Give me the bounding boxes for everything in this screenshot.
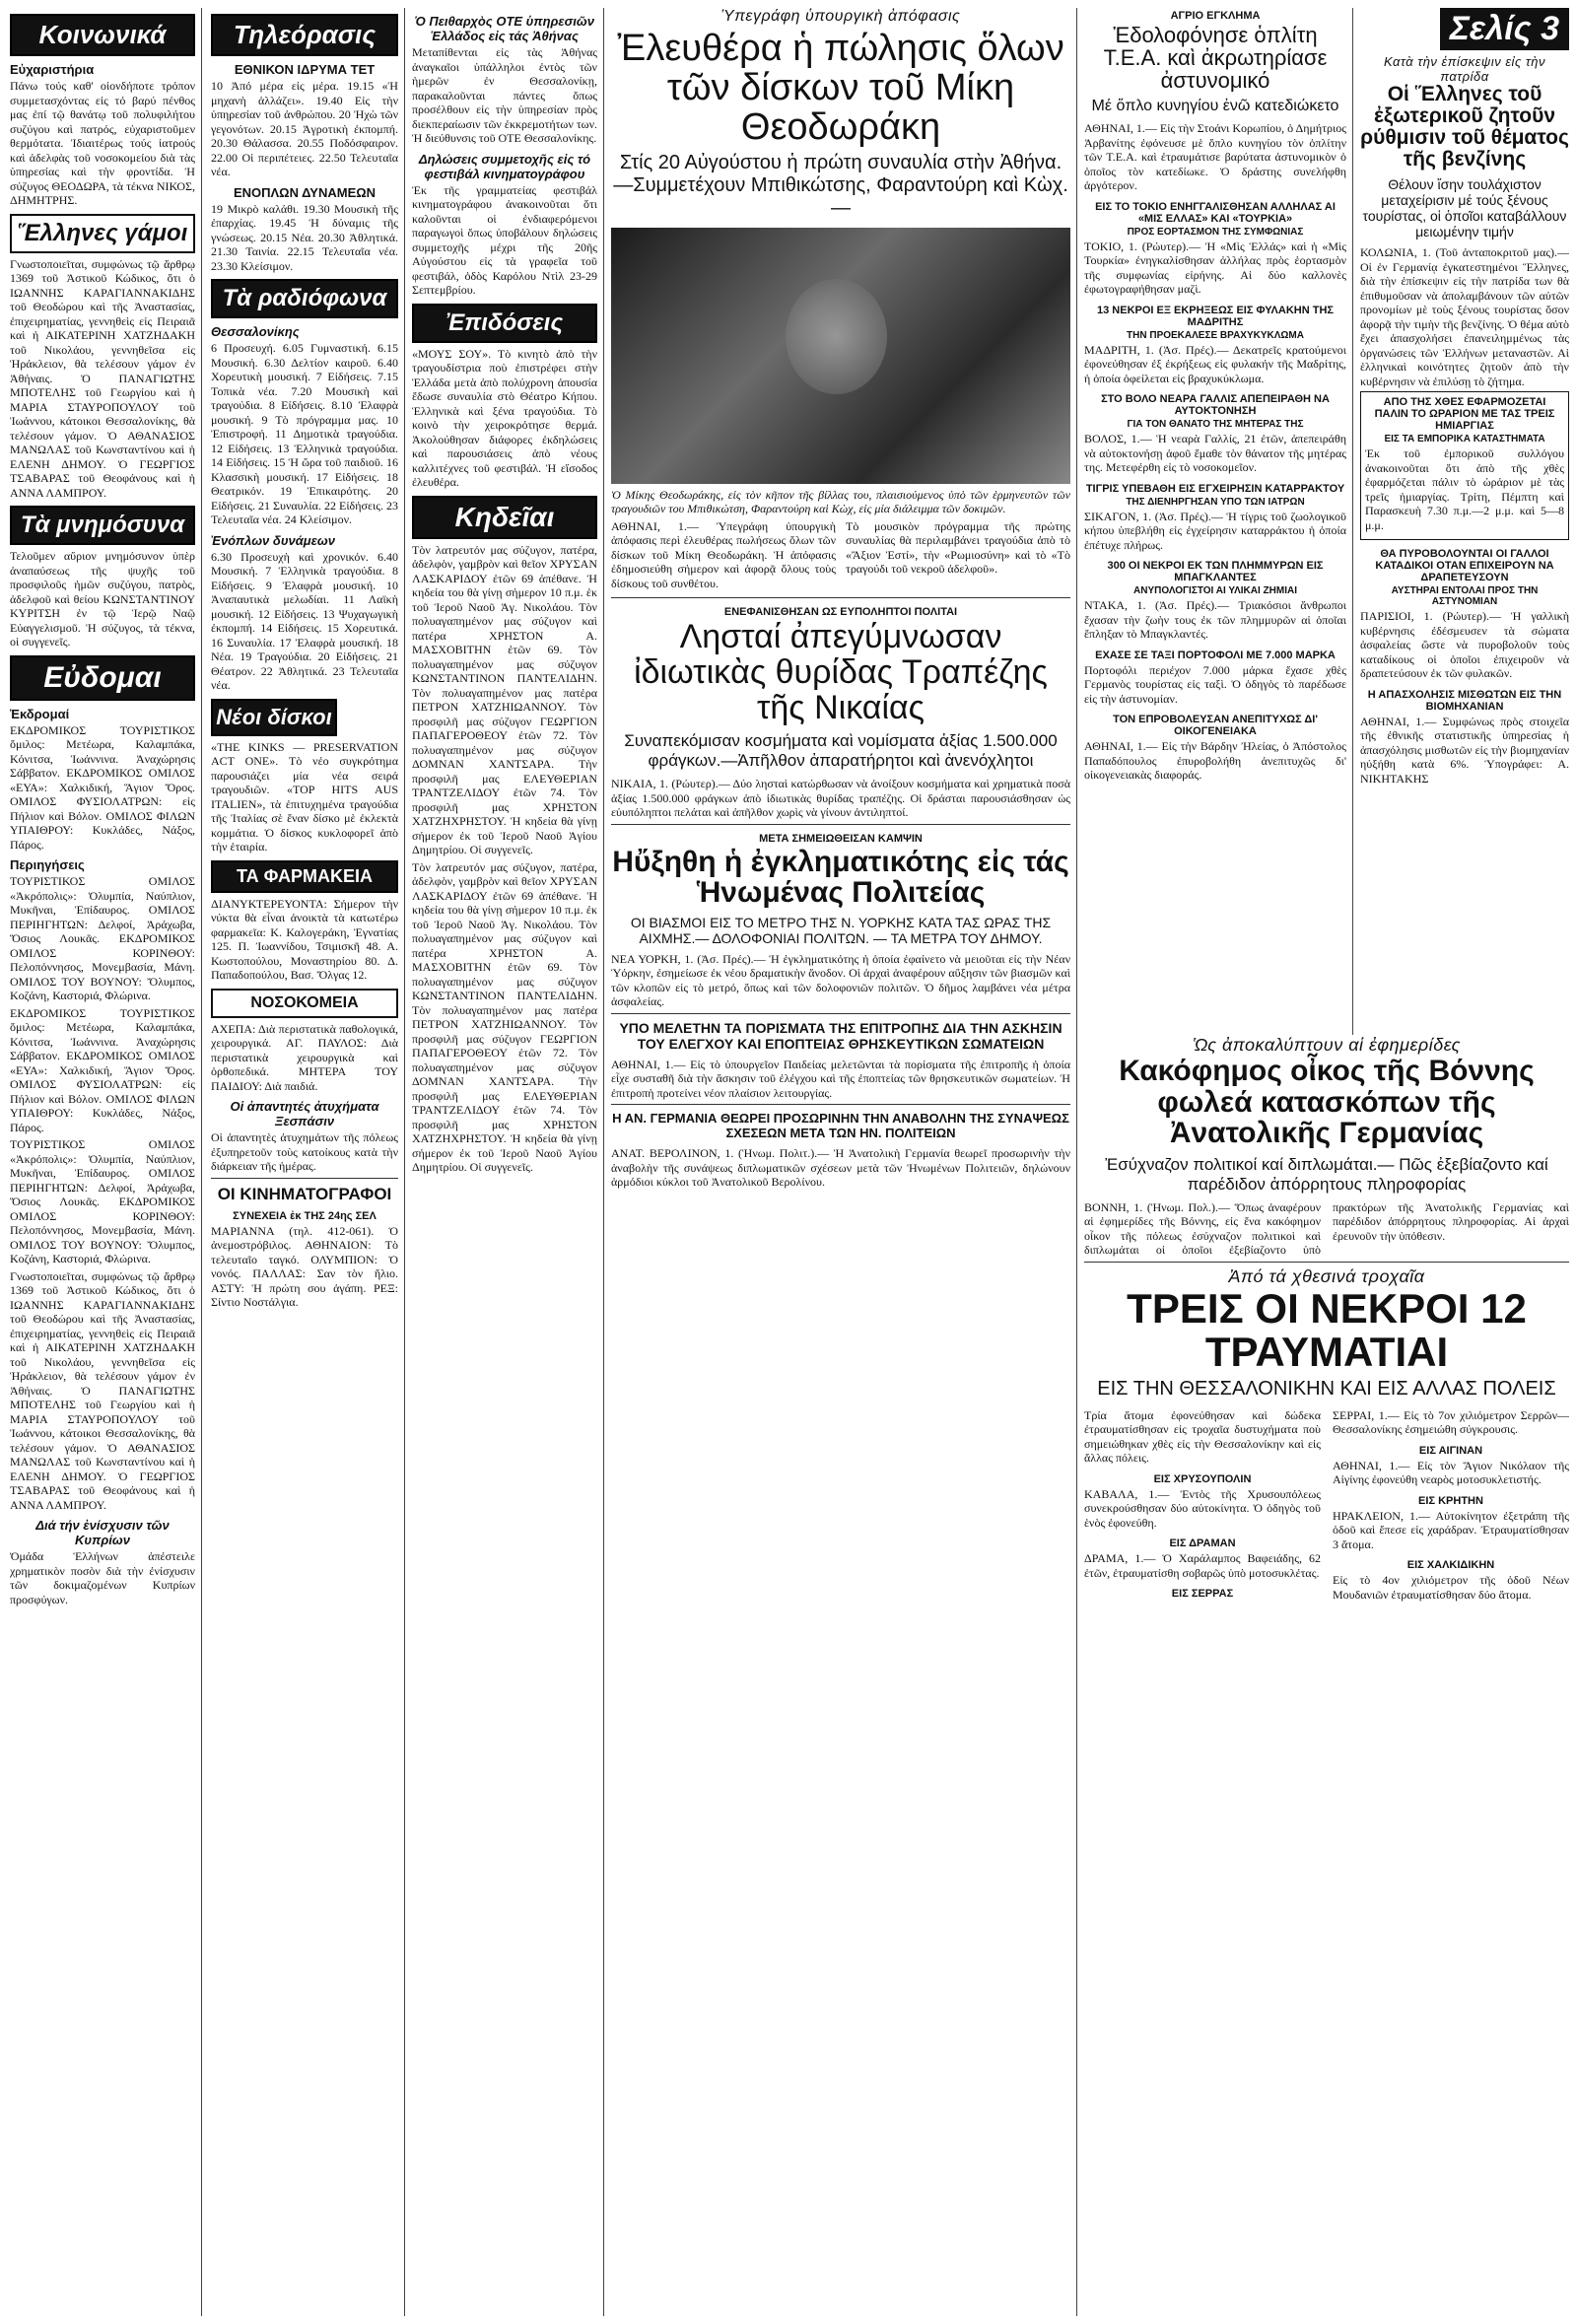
theodorakis-story-a: ΑΘΗΝΑΙ, 1.— Ὑπεγράφη ὑπουργικὴ ἀπόφασις περὶ ἐλευθέρας πωλήσεως ὅλων τῶν δίσκων τοῦ Μίκη Θεοδωράκη. Ἡ ἀπόφασις ἐδημοσιεύθη σήμερον καὶ ἀφορᾷ ὅλους τοὺς δίσκους τοῦ συνθέτου. [611, 518, 836, 590]
floods-headline: 300 ΟΙ ΝΕΚΡΟΙ ΕΚ ΤΩΝ ΠΛΗΜΜΥΡΩΝ ΕΙΣ ΜΠΑΓΚΛΑΝΤΕΣ [1107, 560, 1324, 584]
murder-text: ΑΘΗΝΑΙ, 1.— Εἰς τὴν Στοάνι Κορωπίου, ὁ Δημήτριος Ἀρβανίτης ἐφόνευσε μὲ ὅπλο κυνηγίου τὸν ὁπλίτην τῶν Τ.Ε.Α. καὶ ἐτραυμάτισε βαρύτατα ἀστυνομικὸν ὁ ὁποῖος τὸν κατεδίωκε. Ὁ δράστης συνελήφθη ἀργότερον. [1084, 121, 1346, 193]
hours-subheading: ΕΙΣ ΤΑ ΕΜΠΟΡΙΚΑ ΚΑΤΑΣΤΗΜΑΤΑ [1384, 434, 1545, 445]
tours-text-more-2: ΤΟΥΡΙΣΤΙΚΟΣ ΟΜΙΛΟΣ «Ἀκρόπολις»: Ὀλυμπία, Ναύπλιον, Μυκῆναι, Ἐπίδαυρος. ΟΜΙΛΟΣ ΠΕΡΙΗΓΗΤΩΝ: Δελφοί, Ἀράχωβα, Ὅσιος Λουκᾶς. ΕΚΔΡΟΜΙΚΟΣ ΟΜΙΛΟΣ ΚΟΡΙΝΘΟΥ: Πελοπόννησος, Μονεμβασία, Μάνη. ΟΜΙΛΟΣ ΤΟΥ ΒΟΥΝΟΥ: Ὄλυμπος, Κοζάνη, Καστοριά, Φλώρινα. [10, 1137, 195, 1265]
ote-text: Μεταπίθενται εἰς τὰς Ἀθήνας ἀναγκαῖοι ὑπάλληλοι ἐντὸς τῶν ἡμερῶν ἐν Θεσσαλονίκῃ, παρακαλοῦνται πάντες ὅπως προσέλθουν εἰς τὴν ὑπηρεσίαν πρὸς διεκπεραίωσιν τῶν ἐκκρεμοτήτων των. Ἡ διεύθυνσις τοῦ ΟΤΕ Θεσσαλονίκης. [412, 45, 597, 145]
column-notices [412, 8, 597, 2316]
tv-channel-heading: ΕΘΝΙΚΟΝ ΙΔΡΥΜΑ ΤΕΤ [234, 62, 376, 77]
crime-kicker-right: ΑΓΡΙΟ ΕΓΚΛΗΜΑ [1170, 10, 1261, 22]
divider [611, 1013, 1070, 1014]
city-heading: ΕΙΣ ΣΕΡΡΑΣ [1171, 1588, 1234, 1601]
new-records-text: «THE KINKS — PRESERVATION ACT ONE». Τὸ νέο συγκρότημα παρουσιάζει μία νέα σειρά τραγουδιῶν. «TOP HITS AUS ITALIEN», τὰ ἐπιτυχημένα τραγούδια τῆς Ἰταλίας σὲ ἕναν δίσκο μὲ ἐκλεκτὰ κομμάτια. Ὁ δίσκος κυκλοφορεῖ ἀπὸ τὴν ἑταιρία. [211, 739, 398, 854]
tours-heading: Περιηγήσεις [10, 857, 85, 872]
funerals-text-more: Τὸν λατρευτόν μας σύζυγον, πατέρα, ἀδελφὸν, γαμβρὸν καὶ θεῖον ΧΡΥΣΑΝ ΛΑΣΚΑΡΙΔΟΥ ἐτῶν 69 ἀπέθανε. Ἡ κηδεία του θὰ γίνῃ σήμερον 10 π.μ. ἐκ τοῦ Ἱεροῦ Ναοῦ Ἁγ. Νικολάου. Τὸν πολυαγαπημένον μας σύζυγον καὶ πατέρα ΧΡΗΣΤΟΝ Α. ΜΑΣΧΟΒΙΤΗΝ ἐτῶν 69. Τὸν πολυαγαπημένον μας σύζυγον ΚΩΝΣΤΑΝΤΙΝΟΝ ΠΑΝΤΕΛΙΔΗΝ. Τὸν πολυαγαπημένον μας πατέρα ΠΕΤΡΟΝ ΧΑΤΖΗΙΩΑΝΝΟΥ. Τὸν προσφιλῆ μας σύζυγον ΓΕΩΡΓΙΟΝ ΠΑΠΑΓΕΡΟΘΕΟΥ ἐτῶν 72. Τὸν πολυαγαπημένον μας σύζυγον ΔΟΜΝΑΝ ΧΑΝΤΣΑΡΑ. Τὴν προσφιλῆ μας ΕΛΕΥΘΕΡΙΑΝ ΤΡΑΝΤΖΕΛΙΔΟΥ ἐτῶν 74. Τὸν προσφιλῆ μας ΧΡΗΣΤΟΝ ΧΑΤΖΗΧΡΗΣΤΟΥ. Ἡ κηδεία θὰ γίνῃ σήμερον ἐκ τοῦ Ἱεροῦ Ναοῦ Ἁγίου Δημητρίου. Οἱ συγγενεῖς. [412, 859, 597, 1174]
robbery-headline: Λησταί ἀπεγύμνωσαν ἰδιωτικὰς θυρίδας Τραπέζης τῆς Νικαίας [634, 618, 1048, 726]
section-banner-weddings: Ἕλληνες γάμοι [10, 214, 195, 253]
crime-headline: Ηὔξηθη ἡ ἐγκληματικότης εἰς τάς Ἡνωμένας Πολιτείας [612, 845, 1069, 910]
column-rule [404, 8, 405, 2316]
traffic-kicker: Ἀπό τά χθεσινά τροχαῖα [1228, 1265, 1425, 1286]
theodorakis-story-b: Τὸ μουσικὸν πρόγραμμα τῆς πρώτης συναυλίας θὰ περιλαμβάνει τραγούδια ἀπὸ τὸ «Ἄξιον Ἐστί», τὴν «Ρωμιοσύνη» καὶ τὸ «Τὸ τραγούδι τοῦ νεκροῦ ἀδελφοῦ». [846, 518, 1070, 577]
floods-subheading: ΑΝΥΠΟΛΟΓΙΣΤΟΙ ΑΙ ΥΛΙΚΑΙ ΖΗΜΙΑΙ [1133, 585, 1297, 597]
petrol-kicker: Κατὰ τὴν ἐπίσκεψιν εἰς τὴν πατρίδα [1384, 54, 1545, 84]
section-banner-performances: Ἐπιδόσεις [412, 304, 597, 343]
emergency-text: Οἱ ἀπαντητὲς ἀτυχημάτων τῆς πόλεως ἐξυπηρετοῦν τοὺς κατοίκους κατὰ τὴν διάρκειαν τῆς ἡμέρας. [211, 1130, 398, 1173]
employment-headline: Η ΑΠΑΣΧΟΛΗΣΙΣ ΜΙΣΘΩΤΩΝ ΕΙΣ ΤΗΝ ΒΙΟΜΗΧΑΝΙΑΝ [1367, 688, 1562, 713]
bonn-kicker: Ὡς ἀποκαλύπτουν αἱ ἐφημερίδες [1193, 1035, 1461, 1055]
section-banner-television: Τηλεόρασις [211, 14, 398, 56]
memorials-text: Τελοῦμεν αὔριον μνημόσυνον ὑπὲρ ἀναπαύσεως τῆς ψυχῆς τοῦ προσφιλοῦς ἡμῶν συζύγου, πατρὸς, ἀδελφοῦ καὶ θείου ΚΩΝΣΤΑΝΤΙΝΟΥ ΚΥΡΙΤΣΗ ἐν τῷ Ἱερῷ Ναῷ Εὐαγγελισμοῦ. Ἡ σύζυγος, τὰ τέκνα, οἱ συγγενεῖς. [10, 549, 195, 649]
religious-text: ΑΘΗΝΑΙ, 1.— Εἰς τὸ ὑπουργεῖον Παιδείας μελετῶνται τὰ πορίσματα τῆς ἐπιτροπῆς ἡ ὁποία εἶχε συσταθῆ διὰ τὴν ἄσκησιν τοῦ ἐλέγχου καὶ τῆς ἐποπτείας τῶν θρησκευτικῶν σωματείων. Ἡ ἐπιτροπὴ προτείνει νέον πλαίσιον λειτουργίας. [611, 1057, 1070, 1100]
column-rule [603, 8, 604, 2316]
radio-armed-forces-schedule: 6.30 Προσευχὴ καὶ χρονικόν. 6.40 Μουσική. 7 Ἑλληνικὰ τραγούδια. 8 Εἰδήσεις. 9 Ἐλαφρὰ μουσική. 10 Ἀναπαυτικὰ μελωδίαι. 11 Λαϊκὴ μουσική. 12 Εἰδήσεις. 13 Ψυχαγωγικὴ ἐκπομπή. 14 Εἰδήσεις. 15 Χορευτικά. 16 Συναυλία. 17 Ἐλαφρὰ μουσική. 18 Νέα. 19 Τραγούδια. 20 Εἰδήσεις. 21 Θέατρον. 22 Ἀθλητικά. 23 Τελευταῖα νέα. [211, 549, 398, 692]
religious-headline: ΥΠΟ ΜΕΛΕΤΗΝ ΤΑ ΠΟΡΙΣΜΑΤΑ ΤΗΣ ΕΠΙΤΡΟΠΗΣ ΔΙΑ ΤΗΝ ΑΣΚΗΣΙΝ ΤΟΥ ΕΛΕΓΧΟΥ ΚΑΙ ΕΠΟΠΤΕΙΑΣ ΘΡΗΣΚΕΥΤΙΚΩΝ ΣΩΜΑΤΕΙΩΝ [619, 1019, 1063, 1052]
ote-heading: Ὁ Πειθαρχὸς ΟΤΕ ὑπηρεσιῶν Ἑλλάδος εἰς τάς Ἀθήνας [415, 14, 594, 43]
french-convicts-subheading: ΑΥΣΤΗΡΑΙ ΕΝΤΟΛΑΙ ΠΡΟΣ ΤΗΝ ΑΣΤΥΝΟΜΙΑΝ [1391, 585, 1539, 608]
wallet-headline: ΕΧΑΣΕ ΣΕ ΤΑΞΙ ΠΟΡΤΟΦΟΛΙ ΜΕ 7.000 ΜΑΡΚΑ [1095, 649, 1336, 661]
crime-deck: ΟΙ ΒΙΑΣΜΟΙ ΕΙΣ ΤΟ ΜΕΤΡΟ ΤΗΣ Ν. ΥΟΡΚΗΣ ΚΑΤΑ ΤΑΣ ΩΡΑΣ ΤΗΣ ΑΙΧΜΗΣ.— ΔΟΛΟΦΟΝΙΑΙ ΠΟΛΙΤΩΝ. — ΤΑ ΜΕΤΡΑ ΤΟΥ ΔΗΜΟΥ. [630, 914, 1052, 946]
madrid-text: ΜΑΔΡΙΤΗ, 1. (Ἀσ. Πρές).— Δεκατρεῖς κρατούμενοι ἐφονεύθησαν ἐξ ἐκρήξεως εἰς φυλακήν τῆς Μαδρίτης, ἡ ὁποία ὀφείλεται εἰς βραχυκύκλωμα. [1084, 342, 1346, 385]
robbery-text: ΝΙΚΑΙΑ, 1. (Ρώυτερ).— Δύο λησταὶ κατώρθωσαν νὰ ἀνοίξουν κοσμήματα καὶ χρηματικὰ ποσὰ ἀξίας 1.500.000 φράγκων ἀπὸ ἰδιωτικὰς θυρίδας τραπέζης. Οἱ δράσται παρουσιάσθησαν ὡς εὐυπόληπτοι πελάται καὶ ἀπῆλθον χωρὶς νὰ γίνουν ἀντιληπτοί. [611, 777, 1070, 820]
shooting-text: ΑΘΗΝΑΙ, 1.— Εἰς τὴν Βάρδην Ἠλείας, ὁ Ἀπόστολος Παπαδόπουλος ἐπυροβολήθη ἀνεπιτυχῶς δι' οἰκογενειακὰς διαφοράς. [1084, 739, 1346, 783]
funerals-text: Τὸν λατρευτόν μας σύζυγον, πατέρα, ἀδελφὸν, γαμβρὸν καὶ θεῖον ΧΡΥΣΑΝ ΛΑΣΚΑΡΙΔΟΥ ἐτῶν 69 ἀπέθανε. Ἡ κηδεία του θὰ γίνῃ σήμερον 10 π.μ. ἐκ τοῦ Ἱεροῦ Ναοῦ Ἁγ. Νικολάου. Τὸν πολυαγαπημένον μας σύζυγον καὶ πατέρα ΧΡΗΣΤΟΝ Α. ΜΑΣΧΟΒΙΤΗΝ ἐτῶν 69. Τὸν πολυαγαπημένον μας σύζυγον ΚΩΝΣΤΑΝΤΙΝΟΝ ΠΑΝΤΕΛΙΔΗΝ. Τὸν πολυαγαπημένον μας πατέρα ΠΕΤΡΟΝ ΧΑΤΖΗΙΩΑΝΝΟΥ. Τὸν προσφιλῆ μας σύζυγον ΓΕΩΡΓΙΟΝ ΠΑΠΑΓΕΡΟΘΕΟΥ ἐτῶν 72. Τὸν πολυαγαπημένον μας σύζυγον ΔΟΜΝΑΝ ΧΑΝΤΣΑΡΑ. Τὴν προσφιλῆ μας ΕΛΕΥΘΕΡΙΑΝ ΤΡΑΝΤΖΕΛΙΔΟΥ ἐτῶν 74. Τὸν προσφιλῆ μας ΧΡΗΣΤΟΝ ΧΑΤΖΗΧΡΗΣΤΟΥ. Ἡ κηδεία θὰ γίνῃ σήμερον ἐκ τοῦ Ἱεροῦ Ναοῦ Ἁγίου Δημητρίου. Οἱ συγγενεῖς. [412, 542, 597, 856]
madrid-subheading: ΤΗΝ ΠΡΟΕΚΑΛΕΣΕ ΒΡΑΧΥΚΥΚΛΩΜΑ [1127, 329, 1304, 341]
cinemas-text: ΜΑΡΙΑΝΝΑ (τηλ. 412-061). Ὁ ἀνεμοστρόβιλος. ΑΘΗΝΑΙΟΝ: Τὸ τελευταῖο ταγκό. ΟΛΥΜΠΙΟΝ: Ὁ νονός. ΠΑΛΛΑΣ: Σαν τὸν ἥλιο. ΑΣΤΥ: Ἡ πρώτη σου ἀγάπη. ΡΕΞ: Σίντιο Νοστάλγια. [211, 1223, 398, 1309]
divider [1084, 1262, 1569, 1263]
tours-text-more: ΕΚΔΡΟΜΙΚΟΣ ΤΟΥΡΙΣΤΙΚΟΣ ὅμιλος: Μετέωρα, Καλαμπάκα, Κόνιτσα, Ἰωάννινα. Ἀναχώρησις Σάββατον. ΕΚΔΡΟΜΙΚΟΣ ΟΜΙΛΟΣ «ΕΥΑ»: Χαλκιδική, Ἅγιον Ὄρος. ΟΜΙΛΟΣ ΦΥΣΙΟΛΑΤΡΩΝ: εἰς Πήλιον καὶ Βόλον. ΟΜΙΛΟΣ ΦΙΛΩΝ ΥΠΑΙΘΡΟΥ: Κυκλάδες, Νάξος, Πάρος. [10, 1005, 195, 1134]
city-text: ΚΑΒΑΛΑ, 1.— Ἐντὸς τῆς Χρυσουπόλεως συνεκρούσθησαν δύο αὐτοκίνητα. Ὁ ὁδηγὸς τοῦ ἑνὸς ἐφονεύθη. [1084, 1486, 1321, 1530]
bonn-headline: Κακόφημος οἶκος τῆς Βόννης φωλεά κατασκόπων τῆς Ἀνατολικῆς Γερμανίας [1119, 1055, 1535, 1149]
madrid-headline: 13 ΝΕΚΡΟΙ ΕΞ ΕΚΡΗΞΕΩΣ ΕΙΣ ΦΥΛΑΚΗΝ ΤΗΣ ΜΑΔΡΙΤΗΣ [1097, 304, 1334, 328]
city-heading: ΕΙΣ ΑΙΓΙΝΑΝ [1418, 1444, 1483, 1457]
lower-right-block [1084, 1035, 1569, 2316]
tv-schedule: 10 Ἀπό μέρα εἰς μέρα. 19.15 «Ἡ μηχανὴ ἀλλάζει». 19.40 Εἰς τὴν ὑπηρεσίαν τοῦ ἀνθρώπου. 20 Ἠχὼ τῶν γεγονότων. 20.15 Ἀγροτικὴ ἐκπομπή. 20.30 Θάλασσα. 20.55 Ποδόσφαιρον. 22.00 Οἱ περιπέτειες. 22.50 Τελευταῖα νέα. [211, 79, 398, 178]
section-banner-hospitals: ΝΟΣΟΚΟΜΕΙΑ [211, 989, 398, 1018]
tv-armed-forces-schedule: 19 Μικρὸ καλάθι. 19.30 Μουσικὴ τῆς ἐπαρχίας. 19.45 Ἡ δύναμις τῆς γνώσεως. 20.15 Νέα. 20.30 Ἀθλητικά. 21.30 Ταινία. 22.15 Τελευταῖα νέα. 23.30 Κλείσιμον. [211, 201, 398, 273]
festival-text: Ἐκ τῆς γραμματείας φεστιβάλ κινηματογράφου ἀνακοινοῦται ὅτι καλοῦνται οἱ ἐνδιαφερόμενοι παραγωγοὶ ὅπως ὑποβάλουν δηλώσεις συμμετοχῆς μέχρι τῆς 20ῆς Αὐγούστου εἰς τὰ γραφεῖα τοῦ φεστιβάλ, ὁδὸς Καρόλου Ντὶλ 23-29 Σεπτεμβρίου. [412, 182, 597, 297]
east-germany-text: ΑΝΑΤ. ΒΕΡΟΛΙΝΟΝ, 1. (Ἡνωμ. Πολιτ.).— Ἡ Ἀνατολικὴ Γερμανία θεωρεῖ προσωρινὴν τὴν ἀναβολὴν τῆς συνάψεως διπλωματικῶν σχέσεων μετὰ τῶν Ἡνωμένων Πολιτειῶν, δηλώνουν ἁρμόδιοι κύκλοι τοῦ Ἀνατολικοῦ Βερολίνου. [611, 1146, 1070, 1190]
tours-text: ΤΟΥΡΙΣΤΙΚΟΣ ΟΜΙΛΟΣ «Ἀκρόπολις»: Ὀλυμπία, Ναύπλιον, Μυκῆναι, Ἐπίδαυρος. ΟΜΙΛΟΣ ΠΕΡΙΗΓΗΤΩΝ: Δελφοί, Ἀράχωβα, Ὅσιος Λουκᾶς. ΕΚΔΡΟΜΙΚΟΣ ΟΜΙΛΟΣ ΚΟΡΙΝΘΟΥ: Πελοπόννησος, Μονεμβασία, Μάνη. ΟΜΙΛΟΣ ΤΟΥ ΒΟΥΝΟΥ: Ὄλυμπος, Κοζάνη, Καστοριά, Φλώρινα. [10, 874, 195, 1002]
tiger-headline: ΤΙΓΡΙΣ ΥΠΕΒΑΘΗ ΕΙΣ ΕΓΧΕΙΡΗΣΙΝ ΚΑΤΑΡΡΑΚΤΟΥ [1085, 482, 1345, 495]
divider [611, 824, 1070, 825]
photo-caption: Ὁ Μίκης Θεοδωράκης, εἰς τὸν κῆπον τῆς βίλλας του, πλαισιούμενος ὑπὸ τῶν ἑρμηνευτῶν τῶν τραγουδιῶν του Μπιθικώτση, Φαραντούρη καὶ Κὼχ, εἰς μία διάλειμμα τῶν δοκιμῶν. [611, 487, 1070, 516]
cinemas-heading: ΟΙ ΚΙΝΗΜΑΤΟΓΡΑΦΟΙ [217, 1184, 392, 1203]
french-convicts-text: ΠΑΡΙΣΙΟΙ, 1. (Ρώυτερ).— Ἡ γαλλικὴ κυβέρνησις ἐδέσμευσεν τὰ σώματα ἀσφαλείας ὥστε νὰ πυροβολοῦν τοὺς καταδίκους οἱ ὁποῖοι ἐπιχειροῦν νὰ δραπετεύσουν ἐκ τῶν φυλακῶν. [1360, 609, 1569, 681]
petrol-text: ΚΟΛΩΝΙΑ, 1. (Τοῦ ἀνταποκριτοῦ μας).— Οἱ ἐν Γερμανίᾳ ἐγκατεστημένοι Ἕλληνες, διὰ τὴν ἐπίσκεψιν εἰς τὴν πατρίδα των θὰ ἐπιθυμοῦσαν νὰ ἀπολαμβάνουν τῶν αὐτῶν προνομίων μὲ τοὺς ξένους τουρίστας ὅσον ἀφορᾷ τὴν τιμὴν τῆς βενζίνης. Ὁ θέμα αὐτὸ ἔχει ἀπασχολήσει ἐπανειλημμένως τὰς ὀργανώσεις τῶν Ἑλλήνων μεταναστῶν. Αἱ ἑλληνικαὶ κοινότητες ζητοῦν ἀπὸ τὴν κυβέρνησιν νὰ ἐπιλύσῃ τὸ ζήτημα. [1360, 245, 1569, 388]
city-text: ΔΡΑΜΑ, 1.— Ὁ Χαράλαμπος Βαφειάδης, 62 ἐτῶν, ἐτραυματίσθη σοβαρῶς ὑπὸ μοτοσυκλέτας. [1084, 1551, 1321, 1580]
traffic-deck: ΕΙΣ ΤΗΝ ΘΕΣΣΑΛΟΝΙΚΗΝ ΚΑΙ ΕΙΣ ΑΛΛΑΣ ΠΟΛΕΙΣ [1097, 1377, 1556, 1400]
city-text: ΗΡΑΚΛΕΙΟΝ, 1.— Αὐτοκίνητον ἐξετράπη τῆς ὁδοῦ καὶ ἔπεσε εἰς χαράδραν. Ἐτραυματίσθησαν 3 ἄτομα. [1333, 1508, 1569, 1551]
excursions-heading: Ἐκδρομαί [10, 706, 70, 721]
cyprus-aid-text: Ὁμάδα Ἑλλήνων ἀπέστειλε χρηματικὸν ποσὸν διὰ τὴν ἐνίσχυσιν τῶν δοκιμαζομένων Κυπρίων προσφύγων. [10, 1549, 195, 1606]
cinemas-subheading: ΣΥΝΕΧΕΙΑ ἐκ ΤΗΣ 24ης ΣΕΛ [233, 1209, 377, 1222]
excursions-text: ΕΚΔΡΟΜΙΚΟΣ ΤΟΥΡΙΣΤΙΚΟΣ ὅμιλος: Μετέωρα, Καλαμπάκα, Κόνιτσα, Ἰωάννινα. Ἀναχώρησις Σάββατον. ΕΚΔΡΟΜΙΚΟΣ ΟΜΙΛΟΣ «ΕΥΑ»: Χαλκιδική, Ἅγιον Ὄρος. ΟΜΙΛΟΣ ΦΥΣΙΟΛΑΤΡΩΝ: εἰς Πήλιον καὶ Βόλον. ΟΜΙΛΟΣ ΦΙΛΩΝ ΥΠΑΙΘΡΟΥ: Κυκλάδες, Νάξος, Πάρος. [10, 722, 195, 852]
hours-text: Ἐκ τοῦ ἐμπορικοῦ συλλόγου ἀνακοινοῦται ὅτι ἀπὸ τῆς χθὲς ἐφαρμόζεται πάλιν τὸ ὡράριον μὲ τὰς τρεῖς ἡμιαργίας. Τρίτη, Πέμπτη καὶ Παρασκευὴ 7.30 π.μ.—2 μ.μ. καὶ 5—8 μ.μ. [1365, 446, 1564, 532]
column-social [10, 8, 195, 2316]
city-heading: ΕΙΣ ΔΡΑΜΑΝ [1169, 1538, 1236, 1550]
volos-subheading: ΓΙΑ ΤΟΝ ΘΑΝΑΤΟ ΤΗΣ ΜΗΤΕΡΑΣ ΤΗΣ [1127, 419, 1304, 431]
city-heading: ΕΙΣ ΧΑΛΚΙΔΙΚΗΝ [1406, 1559, 1495, 1572]
wallet-text: Πορτοφόλι περιέχον 7.000 μάρκα ἔχασε χθὲς Γερμανὸς τουρίστας εἰς ταξὶ. Ὁ ὁδηγὸς τὸ παρέδωσε εἰς τὴν ἀστυνομίαν. [1084, 662, 1346, 706]
cyprus-aid-heading: Διά τήν ἐνίσχυσιν τῶν Κυπρίων [35, 1518, 170, 1547]
tokyo-headline: ΕΙΣ ΤΟ ΤΟΚΙΟ ΕΝΗΓΓΑΛΙΣΘΗΣΑΝ ΑΛΛΗΛΑΣ ΑΙ «ΜΙΣ ΕΛΛΑΣ» ΚΑΙ «ΤΟΥΡΚΙΑ» [1095, 200, 1336, 225]
tokyo-subheading: ΠΡΟΣ ΕΟΡΤΑΣΜΟΝ ΤΗΣ ΣΥΜΦΩΝΙΑΣ [1127, 226, 1304, 238]
column-rule [1076, 8, 1077, 2316]
section-banner-koinonika: Κοινωνικά [10, 14, 195, 56]
festival-heading: Δηλώσεις συμμετοχῆς εἰς τό φεστιβάλ κινηματογράφου [418, 151, 591, 181]
pharmacies-text: ΔΙΑΝΥΚΤΕΡΕΥΟΝΤΑ: Σήμερον τὴν νύκτα θὰ εἶναι ἀνοικτὰ τὰ κατωτέρω φαρμακεῖα: Κ. Καλογεράκη, Ἐγνατίας 125. Π. Ἰωαννίδου, Τσιμισκῆ 48. Α. Κωστοπούλου, Μοναστηρίου 80. Δ. Παπαδοπούλου, Βασ. Ὄλγας 12. [211, 896, 398, 982]
hours-box [1360, 391, 1569, 540]
section-banner-announcements: Εὐδομαι [10, 655, 195, 701]
theodorakis-photo [611, 228, 1070, 484]
thanks-heading: Εὐχαριστήρια [10, 62, 95, 77]
divider [611, 1104, 1070, 1105]
weddings-text: Γνωστοποιεῖται, συμφώνως τῷ ἄρθρῳ 1369 τοῦ Ἀστικοῦ Κώδικος, ὅτι ὁ ΙΩΑΝΝΗΣ ΚΑΡΑΓΙΑΝΝΑΚΙΔΗΣ τοῦ Θεοδώρου καὶ τῆς Ἀναστασίας, ἐπιχειρηματίας, γεννηθεὶς εἰς Πειραιᾶ καὶ ἡ ΑΙΚΑΤΕΡΙΝΗ ΧΑΤΖΗΔΑΚΗ τοῦ Νικολάου, γεννηθεῖσα εἰς Ἡράκλειον, θὰ τελέσουν γάμον ἐν Ἀθήναις. Ὁ ΠΑΝΑΓΙΩΤΗΣ ΜΠΟΤΕΛΗΣ τοῦ Γεωργίου καὶ ἡ ΜΑΡΙΑ ΣΤΑΥΡΟΠΟΥΛΟΥ τοῦ Ἰωάννου, κάτοικοι Θεσσαλονίκης, θὰ τελέσουν γάμον. Ὁ ΑΘΑΝΑΣΙΟΣ ΜΑΝΩΛΑΣ τοῦ Κωνσταντίνου καὶ ἡ ΕΛΕΝΗ ΔΗΜΟΥ. Ὁ ΓΕΩΡΓΙΟΣ ΤΣΑΒΑΡΑΣ τοῦ Θεοφάνους καὶ ἡ ΑΝΝΑ ΛΑΜΠΡΟΥ. [10, 256, 195, 500]
petrol-deck: Θέλουν ἴσην τουλάχιστον μεταχείρισιν μέ τούς ξένους τουρίστας, οἱ ὁποῖοι καταβάλλουν μειωμένην τιμήν [1362, 176, 1567, 240]
city-heading: ΕΙΣ ΧΡΥΣΟΥΠΟΛΙΝ [1153, 1472, 1252, 1485]
east-germany-headline: Η ΑΝ. ΓΕΡΜΑΝΙΑ ΘΕΩΡΕΙ ΠΡΟΣΩΡΙΝΗΝ ΤΗΝ ΑΝΑΒΟΛΗΝ ΤΗΣ ΣΥΝΑΨΕΩΣ ΣΧΕΣΕΩΝ ΜΕΤΑ ΤΩΝ ΗΝ. ΠΟΛΙΤΕΙΩΝ [612, 1111, 1069, 1141]
tv-armed-forces-heading: ΕΝΟΠΛΩΝ ΔΥΝΑΜΕΩΝ [233, 184, 377, 200]
petrol-headline: Οἱ Ἕλληνες τοῦ ἐξωτερικοῦ ζητοῦν ρύθμισιν τοῦ θέματος τῆς βενζίνης [1360, 83, 1569, 171]
hours-headline: ΑΠΟ ΤΗΣ ΧΘΕΣ ΕΦΑΡΜΟΖΕΤΑΙ ΠΑΛΙΝ ΤΟ ΩΡΑΡΙΟΝ ΜΕ ΤΑΣ ΤΡΕΙΣ ΗΜΙΑΡΓΙΑΣ [1374, 396, 1555, 433]
emergency-heading: Οἱ ἀπαντητές ἀτυχήματα Ξεσπάσιν [230, 1099, 379, 1128]
murder-deck: Μέ ὅπλο κυνηγίου ἐνῶ κατεδιώκετο [1091, 98, 1339, 115]
column-broadcast [211, 8, 398, 2316]
city-text: Εἰς τὸ 4ον χιλιόμετρον τῆς ὁδοῦ Νέων Μουδανιῶν ἐτραυματίσθησαν δύο ἄτομα. [1333, 1573, 1569, 1602]
performances-text: «ΜΟΥΣ ΣΟΥ». Τὸ κινητὸ ἀπὸ τὴν τραγουδίστρια ποὺ ἐπιστρέφει στὴν Ἑλλάδα μετὰ ἀπὸ πολύχρονη ἀπουσία ἔδωσε συναυλία στὸ Θέατρο Κήπου. Ἑλληνικὰ καὶ ξένα τραγούδια. Τὸ κοινὸ τὴν χειροκρότησε θερμά. Ἀκολούθησαν διάφορες ἐκδηλώσεις καὶ παρουσιάσεις ἀπὸ νέους καλλιτέχνες τοῦ φεστιβάλ. Ἡ εἴσοδος ἐλευθέρα. [412, 346, 597, 489]
bonn-text: ΒΟΝΝΗ, 1. (Ἡνωμ. Πολ.).— Ὅπως ἀναφέρουν αἱ ἐφημερίδες τῆς Βόννης, εἰς ἕνα κακόφημον οἶκον τῆς πόλεως ἐσύχναζον πολιτικοὶ καὶ διπλωμάται οἱ ὁποῖοι ἐξεβίαζοντο ὑπὸ πρακτόρων τῆς Ἀνατολικῆς Γερμανίας καὶ παρέδιδον ἀπόρρητους πληροφορίας. Αἱ ἀρχαὶ ἐρευνοῦν τὴν ὑπόθεσιν. [1084, 1199, 1569, 1257]
volos-text: ΒΟΛΟΣ, 1.— Ἡ νεαρὰ Γαλλίς, 21 ἐτῶν, ἀπεπειράθη νὰ αὐτοκτονήσῃ ἀφοῦ ἔμαθε τὸν θάνατον τῆς μητέρας της. Μετεφέρθη εἰς τὸ νοσοκομεῖον. [1084, 432, 1346, 475]
divider [211, 1178, 398, 1179]
thanks-text: Πάνω τούς καθ' οἱονδήποτε τρόπον συμμετασχόντας εἰς τό βαρύ πένθος μας ἐπί τῷ θανάτῳ τοῦ πολυφιλήτου συζύγου καὶ πατρός, εὐχαριστοῦμεν θερμότατα. Ἰδιαιτέρως τούς ἰατρούς καὶ ἀδελφὰς τοῦ νοσοκομείου διὰ τὰς ὑπηρεσίας καὶ τὴν φροντίδα. Ἡ σύζυγος ΘΕΟΔΩΡΑ, τὰ τέκνα ΝΙΚΟΣ, ΔΗΜΗΤΡΗΣ. [10, 79, 195, 207]
volos-headline: ΣΤΟ ΒΟΛΟ ΝΕΑΡΑ ΓΑΛΛΙΣ ΑΠΕΠΕΙΡΑΘΗ ΝΑ ΑΥΤΟΚΤΟΝΗΣΗ [1101, 393, 1330, 418]
robbery-deck: Συναπεκόμισαν κοσμήματα καὶ νομίσματα ἀξίας 1.500.000 φράγκων.—Ἀπῆλθον ἀπαρατήρητοι καὶ ἀνενόχλητοι [624, 731, 1058, 771]
bonn-deck: Ἐσύχναζον πολιτικοί καί διπλωμάται.— Πῶς ἐξεβίαζοντο καί παρέδιδον ἀπόρρητους πληροφορίας [1105, 1154, 1548, 1194]
traffic-text: Τρία ἄτομα ἐφονεύθησαν καὶ δώδεκα ἐτραυματίσθησαν εἰς τροχαῖα δυστυχήματα ποὺ σημειώθηκαν χθὲς εἰς τὴν Θεσσαλονίκην καὶ εἰς ἄλλας πόλεις. [1084, 1407, 1321, 1466]
section-banner-memorials: Τὰ μνημόσυνα [10, 506, 195, 545]
french-convicts-headline: ΘΑ ΠΥΡΟΒΟΛΟΥΝΤΑΙ ΟΙ ΓΑΛΛΟΙ ΚΑΤΑΔΙΚΟΙ ΟΤΑΝ ΕΠΙΧΕΙΡΟΥΝ ΝΑ ΔΡΑΠΕΤΕΥΣΟΥΝ [1375, 548, 1554, 584]
robbery-kicker: ΕΝΕΦΑΝΙΣΘΗΣΑΝ ΩΣ ΕΥΠΟΛΗΠΤΟΙ ΠΟΛΙΤΑΙ [723, 606, 958, 619]
theodorakis-kicker: Ὑπεγράφη ὑπουργικὴ ἀπόφασις [720, 8, 961, 25]
city-heading: ΕΙΣ ΚΡΗΤΗΝ [1418, 1494, 1483, 1507]
column-center [611, 8, 1070, 2316]
radio-thessaloniki-heading: Θεσσαλονίκης [211, 324, 300, 339]
section-banner-radio: Τὰ ραδιόφωνα [211, 279, 398, 318]
shooting-headline: ΤΟΝ ΕΠΡΟΒΟΛΕΥΣΑΝ ΑΝΕΠΙΤΥΧΩΣ ΔΙ' ΟΙΚΟΓΕΝΕΙΑΚΑ [1113, 714, 1318, 738]
radio-thessaloniki-schedule: 6 Προσευχή. 6.05 Γυμναστική. 6.15 Μουσική. 6.30 Δελτίον καιροῦ. 6.40 Χορευτικὴ μουσική. 7 Εἰδήσεις. 7.15 Τοπικὰ νέα. 7.20 Μουσικὴ καὶ τραγούδια. 8 Εἰδήσεις. 8.10 Ἐλαφρὰ μουσική. 9 Τὸ πρόγραμμα μας. 10 Ἐπιστροφή. 11 Δημοτικὰ τραγούδια. 12 Εἰδήσεις. 13 Ἑλληνικὰ τραγούδια. 14 Εἰδήσεις. 15 Ἡ ὥρα τοῦ παιδιοῦ. 16 Κλασσικὴ μουσική. 17 Εἰδήσεις. 18 Θεατρικόν. 19 Ἐπικαιρότης. 20 Εἰδήσεις. 21 Συναυλία. 22 Εἰδήσεις. 23 Τελευταῖα νέα. 24 Κλείσιμον. [211, 341, 398, 526]
hospitals-text: ΑΧΕΠΑ: Διὰ περιστατικὰ παθολογικά, χειρουργικά. ΑΓ. ΠΑΥΛΟΣ: Διὰ περιστατικὰ χειρουργικὰ καὶ ὀρθοπεδικά. ΜΗΤΕΡΑ ΤΟΥ ΠΑΙΔΙΟΥ: Διὰ παιδιά. [211, 1021, 398, 1093]
employment-text: ΑΘΗΝΑΙ, 1.— Συμφώνως πρὸς στοιχεῖα τῆς ἐθνικῆς στατιστικῆς ὑπηρεσίας ἡ ἀπασχόλησις μισθωτῶν εἰς τὴν βιομηχανίαν ηὐξήθη κατὰ 6%. Ὑπογράφει: Α. ΝΙΚΗΤΑΚΗΣ [1360, 714, 1569, 786]
page-number-label: Σελίς 3 [1440, 8, 1569, 50]
weddings-text-more: Γνωστοποιεῖται, συμφώνως τῷ ἄρθρῳ 1369 τοῦ Ἀστικοῦ Κώδικος, ὅτι ὁ ΙΩΑΝΝΗΣ ΚΑΡΑΓΙΑΝΝΑΚΙΔΗΣ τοῦ Θεοδώρου καὶ τῆς Ἀναστασίας, ἐπιχειρηματίας, γεννηθεὶς εἰς Πειραιᾶ καὶ ἡ ΑΙΚΑΤΕΡΙΝΗ ΧΑΤΖΗΔΑΚΗ τοῦ Νικολάου, γεννηθεῖσα εἰς Ἡράκλειον, θὰ τελέσουν γάμον ἐν Ἀθήναις. Ὁ ΠΑΝΑΓΙΩΤΗΣ ΜΠΟΤΕΛΗΣ τοῦ Γεωργίου καὶ ἡ ΜΑΡΙΑ ΣΤΑΥΡΟΠΟΥΛΟΥ τοῦ Ἰωάννου, κάτοικοι Θεσσαλονίκης, θὰ τελέσουν γάμον. Ὁ ΑΘΑΝΑΣΙΟΣ ΜΑΝΩΛΑΣ τοῦ Κωνσταντίνου καὶ ἡ ΕΛΕΝΗ ΔΗΜΟΥ. Ὁ ΓΕΩΡΓΙΟΣ ΤΣΑΒΑΡΑΣ τοῦ Θεοφάνους καὶ ἡ ΑΝΝΑ ΛΑΜΠΡΟΥ. [10, 1268, 195, 1512]
traffic-headline: ΤΡΕΙΣ ΟΙ ΝΕΚΡΟΙ 12 ΤΡΑΥΜΑΤΙΑΙ [1127, 1284, 1527, 1375]
divider [611, 597, 1070, 598]
tiger-subheading: ΤΗΣ ΔΙΕΝΗΡΓΗΣΑΝ ΥΠΟ ΤΩΝ ΙΑΤΡΩΝ [1126, 496, 1305, 508]
city-text: ΣΕΡΡΑΙ, 1.— Εἰς τὸ 7ον χιλιόμετρον Σερρῶν—Θεσσαλονίκης ἐσημειώθη σύγκρουσις. [1333, 1407, 1569, 1437]
tokyo-text: ΤΟΚΙΟ, 1. (Ρώυτερ).— Ἡ «Μὶς Ἑλλάς» καὶ ἡ «Μὶς Τουρκία» ἐνηγκαλίσθησαν ἀλλήλας πρὸς ἑορτασμὸν τῆς συμφωνίας εἰρήνης. Αἱ δύο καλλονὲς ἐφωτογραφήθησαν μαζὶ. [1084, 239, 1346, 297]
crime-kicker: ΜΕΤΑ ΣΗΜΕΙΩΘΕΙΣΑΝ ΚΑΜΨΙΝ [759, 832, 923, 845]
column-rule [201, 8, 202, 2316]
section-banner-pharmacies: ΤΑ ΦΑΡΜΑΚΕΙΑ [211, 860, 398, 893]
murder-headline: Ἐδολοφόνησε ὁπλίτη Τ.Ε.Α. καὶ ἀκρωτηρίασε ἀστυνομικό [1103, 23, 1328, 94]
section-banner-new-records: Νέοι δίσκοι [211, 699, 337, 736]
radio-armed-forces-heading: Ἐνόπλων δυνάμεων [211, 532, 335, 548]
city-text: ΑΘΗΝΑΙ, 1.— Εἰς τὸν Ἅγιον Νικόλαον τῆς Αἰγίνης ἐφονεύθη νεαρὸς μοτοσυκλετιστής. [1333, 1458, 1569, 1487]
theodorakis-deck: Στίς 20 Αὐγούστου ἡ πρώτη συναυλία στὴν Ἀθήνα.—Συμμετέχουν Μπιθικώτσης, Φαραντούρη καὶ Κὼχ.— [613, 151, 1068, 219]
crime-text: ΝΕΑ ΥΟΡΚΗ, 1. (Ἀσ. Πρές).— Ἡ ἐγκληματικότης ἡ ὁποία ἐφαίνετο νὰ μειοῦται εἰς τὴν Νέαν Ὑόρκην, ἐσημείωσε ἐκ νέου δραματικὴν ἄνοδον. Οἱ ἀρχαὶ ἀναφέρουν αὔξησιν τῶν βιασμῶν καὶ τῶν κλοπῶν εἰς τὸ μετρό, ὅπως καὶ τῶν δολοφονιῶν πολιτῶν. Ὁ δῆμος λαμβάνει νέα μέτρα ἀσφαλείας. [611, 951, 1070, 1009]
tiger-text: ΣΙΚΑΓΟΝ, 1. (Ἀσ. Πρές).— Ἡ τίγρις τοῦ ζωολογικοῦ κήπου ὑπεβλήθη εἰς ἐγχείρησιν καταρράκτου ἡ ὁποία ἐπέτυχε πλήρως. [1084, 509, 1346, 552]
theodorakis-headline: Ἐλευθέρα ἡ πώλησις ὅλων τῶν δίσκων τοῦ Μίκη Θεοδωράκη [617, 28, 1064, 148]
section-banner-funerals: Κηδεῖαι [412, 496, 597, 539]
floods-text: ΝΤΑΚΑ, 1. (Ἀσ. Πρές).— Τριακόσιοι ἄνθρωποι ἔχασαν τὴν ζωὴν τους ἐκ τῶν πλημμυρῶν αἱ ὁποῖαι ἔπληξαν τὸ Μπαγκλαντές. [1084, 598, 1346, 642]
